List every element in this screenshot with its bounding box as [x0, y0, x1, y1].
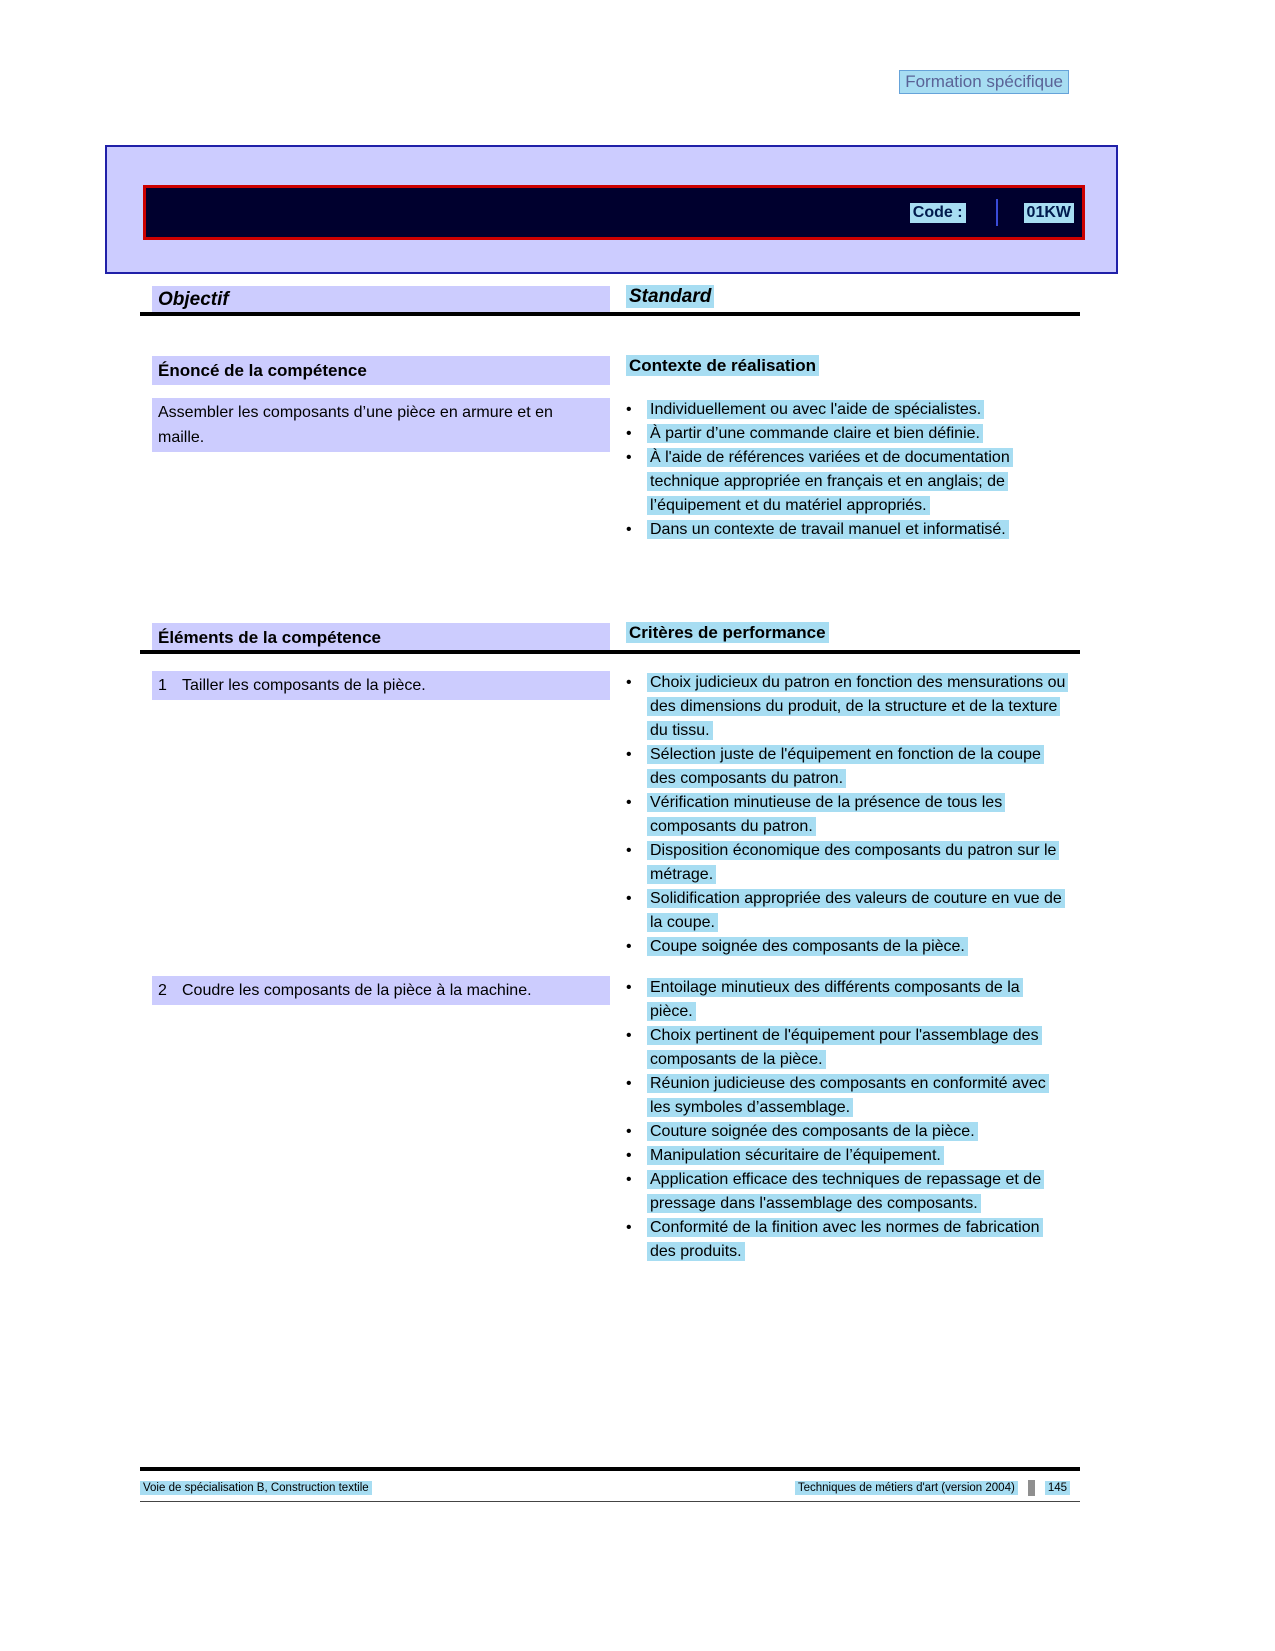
list-item — [626, 1216, 1080, 1264]
bullet-icon: • — [626, 890, 632, 907]
element-item-number: 1 — [158, 677, 167, 694]
code-divider — [996, 199, 998, 226]
bullet-text: Disposition économique des composants du patron sur le métrage. — [647, 841, 1059, 884]
footer-left-text: Voie de spécialisation B, Construction textile — [140, 1481, 372, 1495]
bullet-text: Entoilage minutieux des différents composants de la pièce. — [647, 978, 1023, 1021]
bullet-icon: • — [626, 1219, 632, 1236]
bullet-text: Individuellement ou avec l'aide de spécialistes. — [647, 400, 984, 419]
bullet-icon: • — [626, 938, 632, 955]
elements-criteres-header-row — [140, 623, 1080, 652]
running-header: Formation spécifique — [899, 70, 1069, 94]
list-item — [626, 935, 1080, 959]
bullet-icon: • — [626, 794, 632, 811]
list-item — [626, 446, 1080, 518]
bullet-text: Manipulation sécuritaire de l’équipement. — [647, 1146, 944, 1165]
bullet-text: Vérification minutieuse de la présence de tous les composants du patron. — [647, 793, 1005, 836]
enonce-contexte-header-row — [140, 356, 1080, 385]
list-item — [626, 1072, 1080, 1120]
list-item — [626, 518, 1080, 542]
list-item — [626, 887, 1080, 935]
bullet-icon: • — [626, 842, 632, 859]
criteria-bullet-list — [626, 671, 1080, 959]
bullet-text: Coupe soignée des composants de la pièce. — [647, 937, 968, 956]
footer-divider-bar — [1028, 1480, 1035, 1496]
title-banner-inner — [143, 185, 1085, 240]
standard-heading: Standard — [626, 285, 714, 308]
list-item — [626, 1144, 1080, 1168]
footer-right-text: Techniques de métiers d'art (version 2004) — [795, 1481, 1018, 1495]
list-item — [626, 1120, 1080, 1144]
element-item-label — [152, 671, 610, 700]
footer — [140, 1480, 1080, 1502]
code-label: Code : — [910, 203, 966, 223]
elements-header: Éléments de la compétence — [152, 623, 610, 652]
element-item-number: 2 — [158, 982, 167, 999]
objectif-heading: Objectif — [152, 286, 610, 313]
code-row — [910, 199, 1074, 226]
bullet-text: Choix judicieux du patron en fonction des mensurations ou des dimensions du produit, de la structure et de la texture du tissu. — [647, 673, 1068, 740]
list-item — [626, 671, 1080, 743]
element-item-text: Tailler les composants de la pièce. — [182, 677, 426, 694]
bullet-icon: • — [626, 746, 632, 763]
bullet-icon: • — [626, 674, 632, 691]
contexte-header: Contexte de réalisation — [626, 355, 819, 376]
bullet-icon: • — [626, 1123, 632, 1140]
competence-statement: Assembler les composants d’une pièce en armure et en maille. — [152, 398, 610, 452]
bullet-icon: • — [626, 425, 632, 442]
title-banner — [105, 145, 1118, 274]
bullet-icon: • — [626, 1171, 632, 1188]
footer-page-number: 145 — [1045, 1481, 1070, 1495]
list-item — [626, 422, 1080, 446]
bullet-text: Dans un contexte de travail manuel et informatisé. — [647, 520, 1009, 539]
bullet-text: À partir d’une commande claire et bien définie. — [647, 424, 983, 443]
code-value: 01KW — [1024, 203, 1074, 223]
list-item — [626, 743, 1080, 791]
bullet-text: Couture soignée des composants de la pièce. — [647, 1122, 978, 1141]
element-row-2 — [140, 976, 1080, 1264]
list-item — [626, 1024, 1080, 1072]
element-item-text: Coudre les composants de la pièce à la machine. — [182, 982, 532, 999]
element-item-label — [152, 976, 610, 1005]
enonce-body-row — [140, 398, 1080, 542]
horizontal-rule — [140, 650, 1080, 654]
bullet-text: Application efficace des techniques de repassage et de pressage dans l'assemblage des composants. — [647, 1170, 1044, 1213]
list-item — [626, 839, 1080, 887]
enonce-header: Énoncé de la compétence — [152, 356, 610, 385]
bullet-icon: • — [626, 1027, 632, 1044]
bullet-icon: • — [626, 979, 632, 996]
footer-rule — [140, 1467, 1080, 1471]
horizontal-rule — [140, 312, 1080, 316]
objectif-standard-row — [140, 286, 1080, 313]
list-item — [626, 398, 1080, 422]
bullet-text: À l'aide de références variées et de documentation technique appropriée en français et en anglais; de l’équipement et du matériel appropriés. — [647, 448, 1013, 515]
criteria-bullet-list — [626, 976, 1080, 1264]
bullet-text: Sélection juste de l'équipement en fonction de la coupe des composants du patron. — [647, 745, 1044, 788]
bullet-icon: • — [626, 449, 632, 466]
bullet-text: Choix pertinent de l'équipement pour l'assemblage des composants de la pièce. — [647, 1026, 1042, 1069]
bullet-text: Conformité de la finition avec les normes de fabrication des produits. — [647, 1218, 1043, 1261]
list-item — [626, 976, 1080, 1024]
bullet-text: Réunion judicieuse des composants en conformité avec les symboles d’assemblage. — [647, 1074, 1049, 1117]
bullet-icon: • — [626, 1075, 632, 1092]
element-row-1 — [140, 671, 1080, 959]
bullet-icon: • — [626, 1147, 632, 1164]
criteres-header: Critères de performance — [626, 622, 829, 643]
bullet-text: Solidification appropriée des valeurs de couture en vue de la coupe. — [647, 889, 1065, 932]
list-item — [626, 1168, 1080, 1216]
bullet-icon: • — [626, 401, 632, 418]
footer-right-group — [795, 1480, 1080, 1496]
contexte-bullet-list — [626, 398, 1080, 542]
list-item — [626, 791, 1080, 839]
bullet-icon: • — [626, 521, 632, 538]
